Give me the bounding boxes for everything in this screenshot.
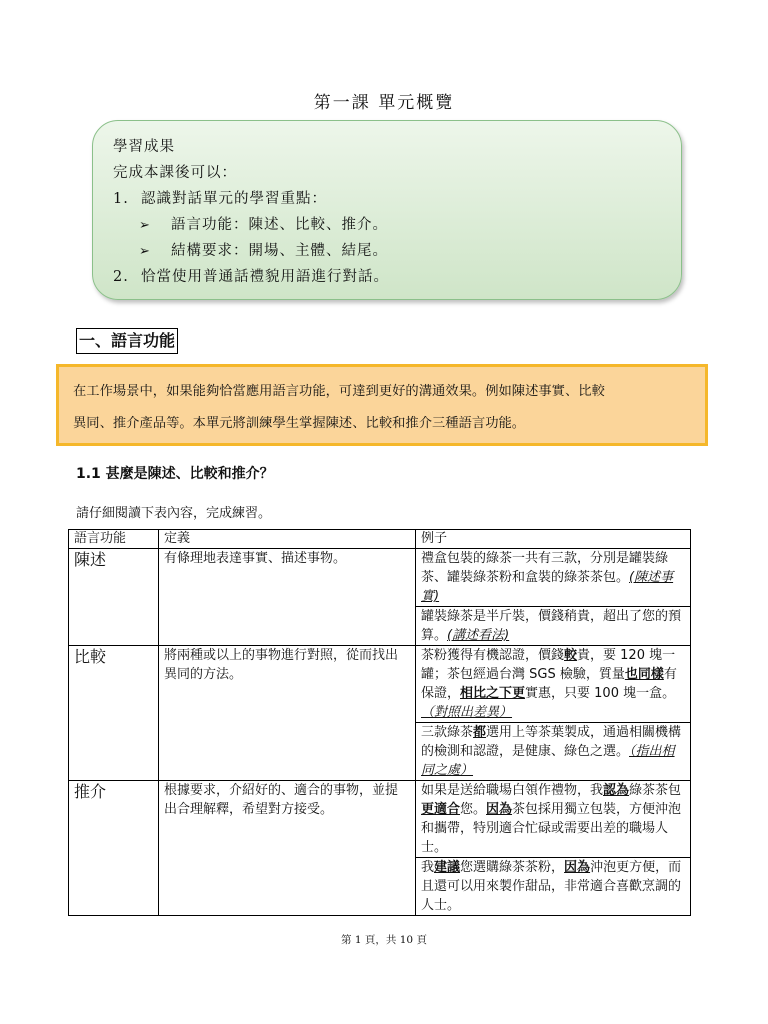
example-text: 茶粉獲得有機認證，價錢 xyxy=(421,648,565,663)
arrow-bullet-icon: ➢ xyxy=(139,218,151,233)
outcome-text: 認識對話單元的學習重點： xyxy=(141,191,327,207)
keyword-emphasis: 建議 xyxy=(434,860,461,875)
example-text: 您選購綠茶茶粉， xyxy=(460,860,565,875)
example-annotation: (講述看法) xyxy=(447,628,510,643)
keyword-emphasis: 因為 xyxy=(564,860,591,875)
outcome-item-2 xyxy=(113,265,389,286)
outcome-text: 恰當使用普通話禮貌用語進行對話。 xyxy=(141,269,389,285)
outcome-item-1 xyxy=(113,187,327,208)
notice-line-2: 異同、推介產品等。本單元將訓練學生掌握陳述、比較和推介三種語言功能。 xyxy=(73,416,526,431)
example-text: 如果是送給職場白領作禮物，我 xyxy=(421,783,604,798)
function-term: 比較 xyxy=(69,646,159,781)
keyword-emphasis: 也同樣 xyxy=(624,667,664,682)
function-definition: 將兩種或以上的事物進行對照，從而找出異同的方法。 xyxy=(159,646,416,781)
table-row xyxy=(69,549,691,607)
example-cell xyxy=(416,723,691,781)
language-function-table xyxy=(68,529,691,916)
outcome-number: 1. xyxy=(113,191,129,207)
outcome-subitem-text: 語言功能：陳述、比較、推介。 xyxy=(171,217,388,233)
example-cell xyxy=(416,858,691,916)
keyword-emphasis: 都 xyxy=(473,725,487,740)
outcome-subitem-1 xyxy=(139,213,388,234)
header-function: 語言功能 xyxy=(69,530,159,549)
example-text: 您。 xyxy=(460,802,487,817)
example-cell xyxy=(416,549,691,607)
example-text: 有保證， xyxy=(421,667,677,701)
arrow-bullet-icon: ➢ xyxy=(139,244,151,259)
example-annotation: （指出相同之處） xyxy=(421,744,675,778)
keyword-emphasis: 因為 xyxy=(486,802,513,817)
example-annotation: （對照出差異） xyxy=(421,705,513,720)
outcome-subitem-text: 結構要求：開場、主體、結尾。 xyxy=(171,243,388,259)
instruction-text: 請仔細閱讀下表內容，完成練習。 xyxy=(76,506,272,521)
example-annotation: (陳述事實) xyxy=(421,570,674,604)
keyword-emphasis: 認為 xyxy=(603,783,630,798)
example-cell xyxy=(416,781,691,858)
page-title: 第一課 單元概覽 xyxy=(313,93,455,113)
example-text: 選用上等茶葉製成，通過相關機構的檢測和認證，是健康、綠色之選。 xyxy=(421,725,682,759)
outcome-number: 2. xyxy=(113,269,129,285)
header-example: 例子 xyxy=(416,530,691,549)
example-text: 實惠，只要 100 塊一盒。 xyxy=(525,686,676,701)
example-cell xyxy=(416,646,691,723)
section-heading: 一、語言功能 xyxy=(76,328,178,354)
learning-outcomes-box xyxy=(92,120,682,300)
example-cell xyxy=(416,607,691,646)
example-text: 禮盒包裝的綠茶一共有三款，分別是罐裝綠茶、罐裝綠茶粉和盒裝的綠茶茶包。 xyxy=(421,551,669,585)
example-text: 罐裝綠茶是半斤裝，價錢稍貴，超出了您的預算。 xyxy=(421,609,682,643)
example-text: 茶包採用獨立包裝，方便沖泡和攜帶，特別適合忙碌或需要出差的職場人士。 xyxy=(421,802,682,855)
keyword-emphasis: 較 xyxy=(564,648,578,663)
header-definition: 定義 xyxy=(159,530,416,549)
table-row xyxy=(69,646,691,723)
keyword-emphasis: 相比之下更 xyxy=(460,686,526,701)
example-text: 綠茶茶包 xyxy=(629,783,682,798)
function-term: 陳述 xyxy=(69,549,159,646)
intro-notice-box xyxy=(56,364,708,446)
example-text: 貴，要 120 塊一罐；茶包經過台灣 SGS 檢驗，質量 xyxy=(421,648,676,682)
table-row xyxy=(69,781,691,858)
outcomes-heading: 學習成果 xyxy=(113,139,175,155)
page-footer: 第 1 頁，共 10 頁 xyxy=(341,934,427,946)
table-header-row xyxy=(69,530,691,549)
example-text: 我 xyxy=(421,860,435,875)
outcomes-intro: 完成本課後可以： xyxy=(113,165,237,181)
keyword-emphasis: 更適合 xyxy=(421,802,461,817)
outcome-subitem-2 xyxy=(139,239,388,260)
function-term: 推介 xyxy=(69,781,159,916)
example-text: 三款綠茶 xyxy=(421,725,474,740)
notice-line-1: 在工作場景中，如果能夠恰當應用語言功能，可達到更好的溝通效果。例如陳述事實、比較 xyxy=(73,384,605,399)
example-text: 沖泡更方便，而且還可以用來製作甜品，非常適合喜歡烹調的人士。 xyxy=(421,860,682,913)
function-definition: 有條理地表達事實、描述事物。 xyxy=(159,549,416,646)
subsection-heading: 1.1 甚麼是陳述、比較和推介？ xyxy=(76,466,274,482)
function-definition: 根據要求，介紹好的、適合的事物，並提出合理解釋，希望對方接受。 xyxy=(159,781,416,916)
